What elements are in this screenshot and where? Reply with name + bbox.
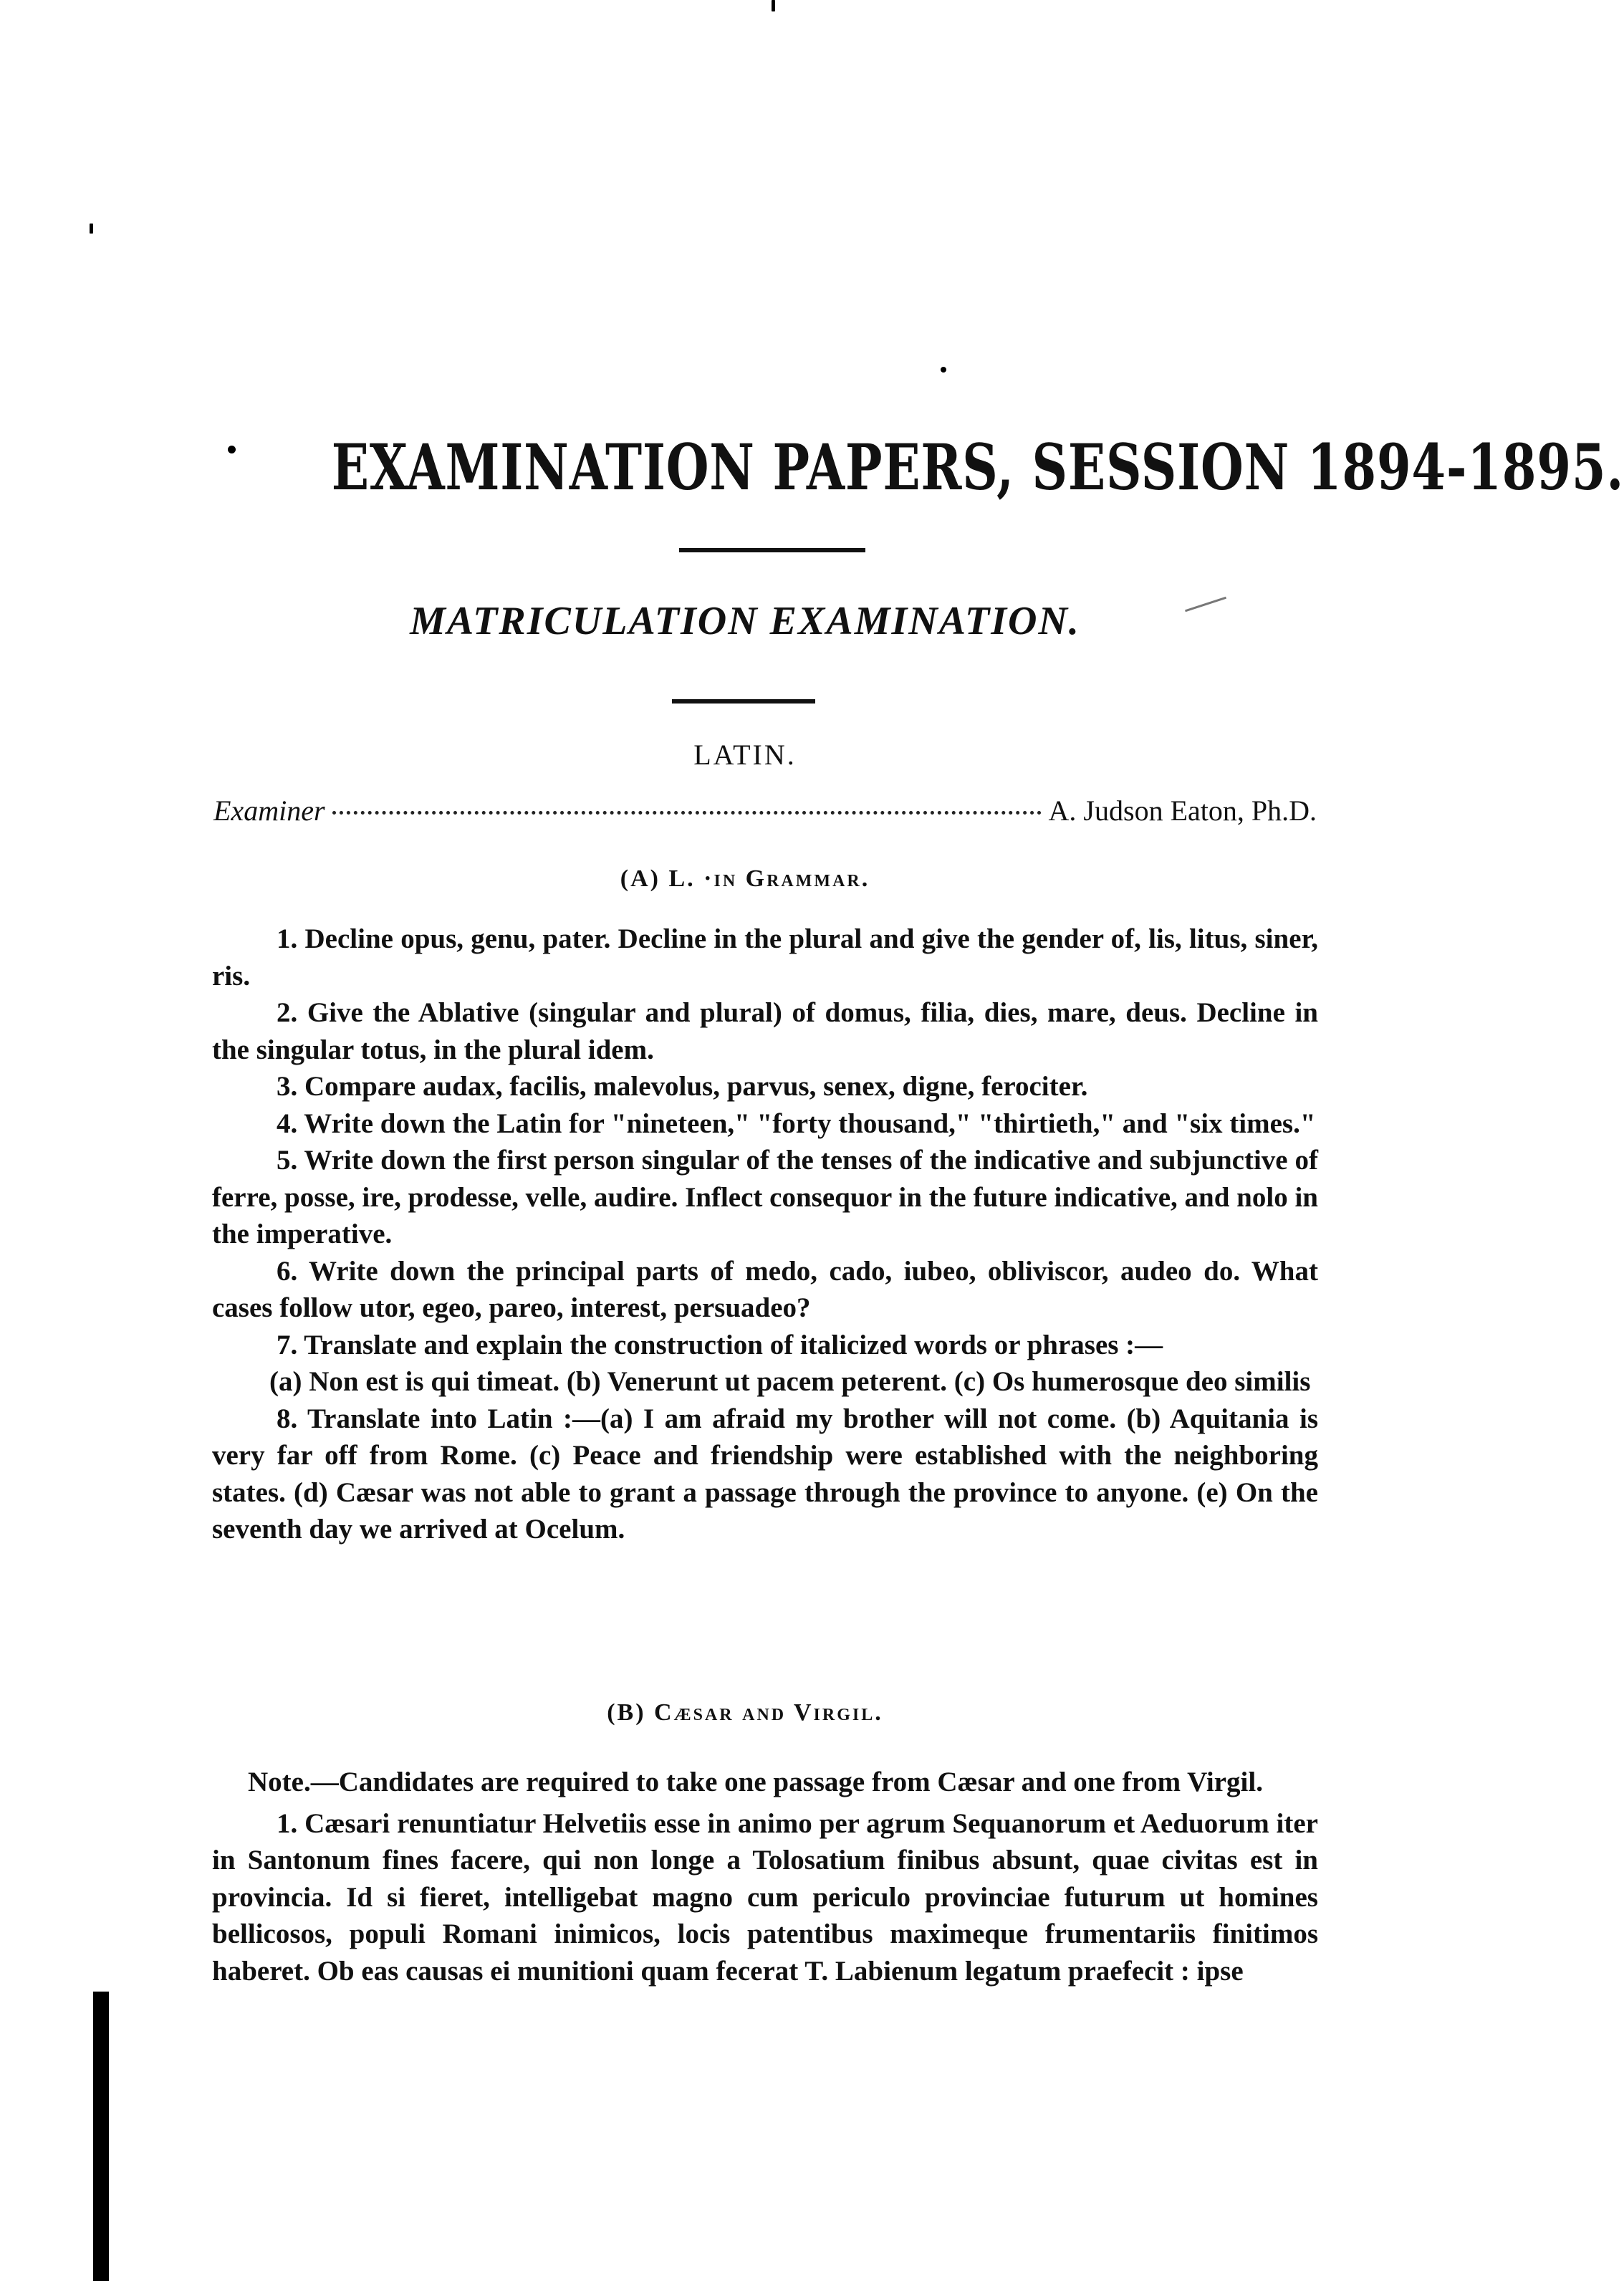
question-subitem: (a) Non est is qui timeat. (b) Venerunt ut pacem peterent. (c) Os humerosque deo similis <box>269 1366 1311 1397</box>
candidate-note: Note.—Candidates are required to take one passage from Cæsar and one from Virgil. <box>248 1767 1263 1797</box>
section-a-heading: (A) L. ·in Grammar. <box>620 865 870 892</box>
question-item: 2. Give the Ablative (singular and plural) of domus, filia, dies, mare, deus. Decline in the singular totus, in the plural idem. <box>212 997 1318 1065</box>
question-item: 6. Write down the principal parts of medo, cado, iubeo, obliviscor, audeo do. What cases follow utor, egeo, pareo, interest, persuadeo? <box>212 1255 1318 1323</box>
question-item: 5. Write down the first person singular of the tenses of the indicative and subjunctive of ferre, posse, ire, prodesse, velle, audire. Inflect consequor in the future indicative, and nolo in the imperative. <box>212 1145 1318 1249</box>
scan-speck <box>941 367 946 373</box>
divider-rule <box>679 548 865 552</box>
exam-subtitle: MATRICULATION EXAMINATION. <box>410 599 1080 643</box>
question-item: 3. Compare audax, facilis, malevolus, parvus, senex, digne, ferociter. <box>277 1071 1088 1102</box>
question-item: 8. Translate into Latin :—(a) I am afraid my brother will not come. (b) Aquitania is very far off from Rome. (c) Peace and friendship were established with the neighboring states. (d) Cæsar was not able to grant a passage through the province to anyone. (e) On the seventh day we arrived at Ocelum. <box>212 1403 1318 1545</box>
scan-edge <box>93 1992 109 2281</box>
examiner-label: Examiner <box>213 794 325 827</box>
question-item: 7. Translate and explain the construction of italicized words or phrases :— <box>277 1329 1163 1360</box>
section-b-heading: (B) Cæsar and Virgil. <box>607 1699 883 1726</box>
section-b-content <box>212 1764 1318 1989</box>
scan-speck <box>772 0 775 11</box>
passage-text: 1. Cæsari renuntiatur Helvetiis esse in animo per agrum Sequanorum et Aeduorum iter in Santonum fines facere, qui non longe a Tolosatium finibus absunt, quae civitas est in provincia. Id si fieret, intelligebat magno cum periculo provinciae futurum ut homines bellicosos, populi Romani inimicos, locis patentibus maximeque frumentariis finitimos haberet. Ob eas causas ei munitioni quam fecerat T. Labienum legatum praefecit : ipse <box>212 1807 1318 1987</box>
scan-speck <box>90 224 93 234</box>
page-title: EXAMINATION PAPERS, SESSION 1894-1895. <box>331 430 1624 504</box>
examiner-name: A. Judson Eaton, Ph.D. <box>1048 794 1317 827</box>
question-item: 4. Write down the Latin for "nineteen," "forty thousand," "thirtieth," and "six times." <box>277 1108 1316 1139</box>
section-a-questions <box>212 921 1318 1548</box>
divider-rule <box>672 699 815 703</box>
scan-speck <box>228 446 236 453</box>
question-item: 1. Decline opus, genu, pater. Decline in the plural and give the gender of, lis, litus, siner, ris. <box>212 923 1318 991</box>
examiner-line <box>213 794 1317 827</box>
dot-leader <box>332 811 1042 815</box>
subject-heading: LATIN. <box>693 739 797 771</box>
